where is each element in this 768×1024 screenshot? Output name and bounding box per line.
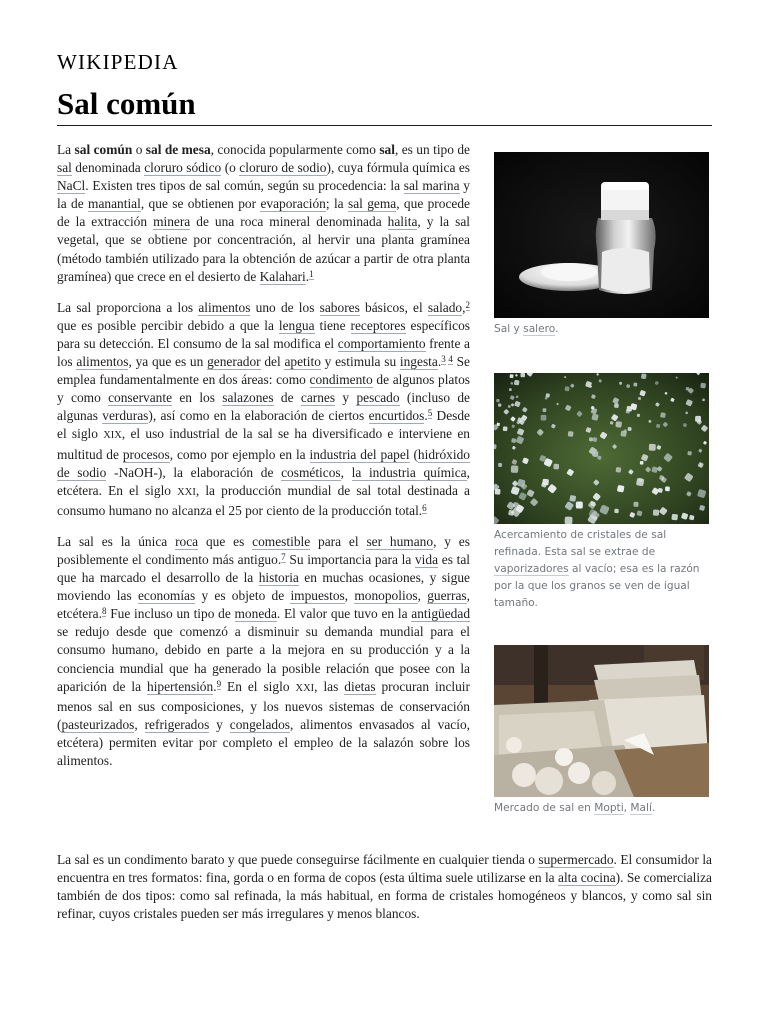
link-sabores[interactable]: sabores xyxy=(319,299,360,315)
paragraph-formats: La sal es un condimento barato y que puede conseguirse fácilmente en cualquier tienda o supermercado. El consumidor la encuentra en tres formatos: fina, gorda o en forma de copos (esta última suele utilizarse en la alta cocina). Se comercializa también de dos tipos: como sal refinada, la más habitual, en forma de cristales homogéneos y blancos, y como sal sin refinar, cuyos cristales pueden ser más irregulares y menos blancos. xyxy=(57,852,713,922)
link-mopti[interactable]: Mopti xyxy=(594,802,624,814)
link-comestible[interactable]: comestible xyxy=(252,533,311,549)
link-carnes[interactable]: carnes xyxy=(300,390,336,406)
link-conservante[interactable]: conservante xyxy=(108,390,173,406)
link-sal-marina[interactable]: sal marina xyxy=(403,178,460,194)
link-salado[interactable]: salado xyxy=(427,299,463,315)
link-sal-gema[interactable]: sal gema xyxy=(347,196,397,212)
link-kalahari[interactable]: Kalahari xyxy=(259,268,306,284)
link-economias[interactable]: economías xyxy=(137,588,196,604)
paragraph-intro: La sal común o sal de mesa, conocida popularmente como sal, es un tipo de sal denominada cloruro sódico (o cloruro de sodio), cuya fórmula química es NaCl. Existen tres tipos de sal común, según su procedencia: la sal marina y la de manantial, que se obtienen por evaporación; la sal gema, que procede de la extracción minera de una roca mineral denominada halita, y la sal vegetal, que se obtiene por concentración, al hervir una planta gramínea (método también utilizado para la obtención de azúcar a partir de otra planta gramínea) que crece en el desierto de Kalahari.$^1$ xyxy=(57,142,470,284)
ref-6[interactable]: 6 xyxy=(422,502,427,513)
figure-cristales xyxy=(494,373,709,612)
link-alta-cocina[interactable]: alta cocina xyxy=(558,870,616,886)
link-comportamiento[interactable]: comportamiento xyxy=(337,335,426,351)
ref-2[interactable]: 2 xyxy=(465,299,470,310)
ref-4[interactable]: 4 xyxy=(448,353,453,364)
salt-market-image[interactable] xyxy=(494,645,709,797)
link-alimentos-2[interactable]: alimentos xyxy=(76,354,129,370)
link-vida[interactable]: vida xyxy=(414,551,439,567)
link-vaporizadores[interactable]: vaporizadores xyxy=(494,563,569,575)
salt-crystals-image[interactable] xyxy=(494,373,709,524)
link-encurtidos[interactable]: encurtidos xyxy=(368,408,425,424)
link-procesos[interactable]: procesos xyxy=(122,446,170,462)
link-verduras[interactable]: verduras xyxy=(102,408,149,424)
link-monopolios[interactable]: monopolios xyxy=(354,588,418,604)
link-condimento[interactable]: condimento xyxy=(309,372,373,388)
link-industria-del-papel[interactable]: industria del papel xyxy=(309,446,410,462)
link-refrigerados[interactable]: refrigerados xyxy=(144,716,210,732)
paragraph-flavor: La sal proporciona a los alimentos uno de los sabores básicos, el salado,$^2$ que es posible percibir debido a que la lengua tiene receptores específicos para su detección. El consumo de la sal modifica el comportamiento frente a los alimentos, ya que es un generador del apetito y estimula su ingesta.$^3$ $^4$ Se emplea fundamentalmente en dos áreas: como condimento de algunos platos y como conservante en los salazones de carnes y pescado (incluso de algunas verduras), así como en la elaboración de ciertos encurtidos.$^5$ Desde el siglo XIX, el uso industrial de la sal se ha diversificado e interviene en multitud de procesos, como por ejemplo en la industria del papel (hidróxido de sodio -NaOH-), la elaboración de cosméticos, la industria química, etcétera. En el siglo XXI, la producción mundial de sal total destinada a consumo humano no alcanza el 25 por ciento de la producción total.$^6$ xyxy=(57,299,471,518)
link-roca[interactable]: roca xyxy=(175,533,199,549)
link-industria-quimica[interactable]: la industria química xyxy=(351,464,467,480)
link-cosmeticos[interactable]: cosméticos xyxy=(281,464,341,480)
link-cloruro-sodico[interactable]: cloruro sódico xyxy=(144,160,222,176)
link-hidroxido-de-sodio[interactable]: hidróxido de sodio xyxy=(57,446,470,480)
caption-salero: Sal y salero. xyxy=(494,323,559,335)
link-apetito[interactable]: apetito xyxy=(284,354,321,370)
ref-7[interactable]: 7 xyxy=(281,551,286,562)
link-guerras[interactable]: guerras xyxy=(427,588,467,604)
link-lengua[interactable]: lengua xyxy=(278,317,315,333)
salt-shaker-image[interactable] xyxy=(494,152,709,318)
link-supermercado[interactable]: supermercado xyxy=(538,852,614,867)
link-antiguedad[interactable]: antigüedad xyxy=(411,606,471,622)
ref-5[interactable]: 5 xyxy=(427,408,433,419)
link-halita[interactable]: halita xyxy=(387,214,418,230)
ref-9[interactable]: 9 xyxy=(216,678,222,689)
caption-mercado: Mercado de sal en Mopti, Malí. xyxy=(494,802,656,814)
link-salero[interactable]: salero xyxy=(523,323,556,335)
link-moneda[interactable]: moneda xyxy=(234,606,277,622)
link-dietas[interactable]: dietas xyxy=(344,678,376,694)
wikipedia-logo[interactable]: WIKIPEDIA xyxy=(57,50,179,74)
link-ingesta[interactable]: ingesta xyxy=(399,354,438,370)
paragraph-history: La sal es la única roca que es comestible para el ser humano, y es posiblemente el condimento más antiguo.$^7$ Su importancia para la vida es tal que ha marcado el desarrollo de la historia en muchas ocasiones, y sigue moviendo las economías y es objeto de impuestos, monopolios, guerras, etcétera.$^8$ Fue incluso un tipo de moneda. El valor que tuvo en la antigüedad se redujo desde que comenzó a disminuir su demanda mundial para el consumo humano, debido en parte a la mejora en su producción y a la conciencia mundial que ha generado la posible relación que posee con la aparición de la hipertensión.$^9$ En el siglo XXI, las dietas procuran incluir menos sal en sus composiciones, y los nuevos sistemas de conservación (pasteurizados, refrigerados y congelados, alimentos envasados al vacío, etcétera) permiten evitar por completo el empleo de la salazón sobre los alimentos. xyxy=(57,533,471,768)
link-historia[interactable]: historia xyxy=(258,570,299,586)
link-pasteurizados[interactable]: pasteurizados xyxy=(61,716,135,732)
link-hipertension[interactable]: hipertensión xyxy=(147,678,214,694)
link-salazones[interactable]: salazones xyxy=(222,390,274,406)
caption-cristales: Acercamiento de cristales de sal refinada. Esta sal se extrae de vaporizadores al vacío; esa es la razón por la que los granos se ven de igual tamaño. xyxy=(494,529,700,609)
ref-3[interactable]: 3 xyxy=(441,353,446,364)
link-impuestos[interactable]: impuestos xyxy=(290,588,345,604)
link-minera[interactable]: minera xyxy=(153,214,191,230)
link-ser-humano[interactable]: ser humano xyxy=(366,533,434,549)
link-manantial[interactable]: manantial xyxy=(88,196,141,212)
ref-8[interactable]: 8 xyxy=(101,606,107,617)
link-generador[interactable]: generador xyxy=(207,354,261,370)
link-receptores[interactable]: receptores xyxy=(350,317,406,333)
link-nacl[interactable]: NaCl xyxy=(57,178,86,194)
article-body xyxy=(57,141,470,783)
link-sal[interactable]: sal xyxy=(57,160,72,176)
figure-mercado xyxy=(494,645,709,817)
ref-1[interactable]: 1 xyxy=(309,268,314,279)
figure-salero xyxy=(494,152,709,338)
link-pescado[interactable]: pescado xyxy=(356,390,400,406)
title-divider xyxy=(57,125,712,126)
link-mali[interactable]: Malí xyxy=(630,802,652,814)
link-alimentos[interactable]: alimentos xyxy=(198,299,251,315)
link-evaporacion[interactable]: evaporación xyxy=(260,196,326,212)
link-cloruro-de-sodio[interactable]: cloruro de sodio xyxy=(239,160,327,176)
page-title: Sal común xyxy=(57,86,196,121)
link-congelados[interactable]: congelados xyxy=(229,716,290,732)
